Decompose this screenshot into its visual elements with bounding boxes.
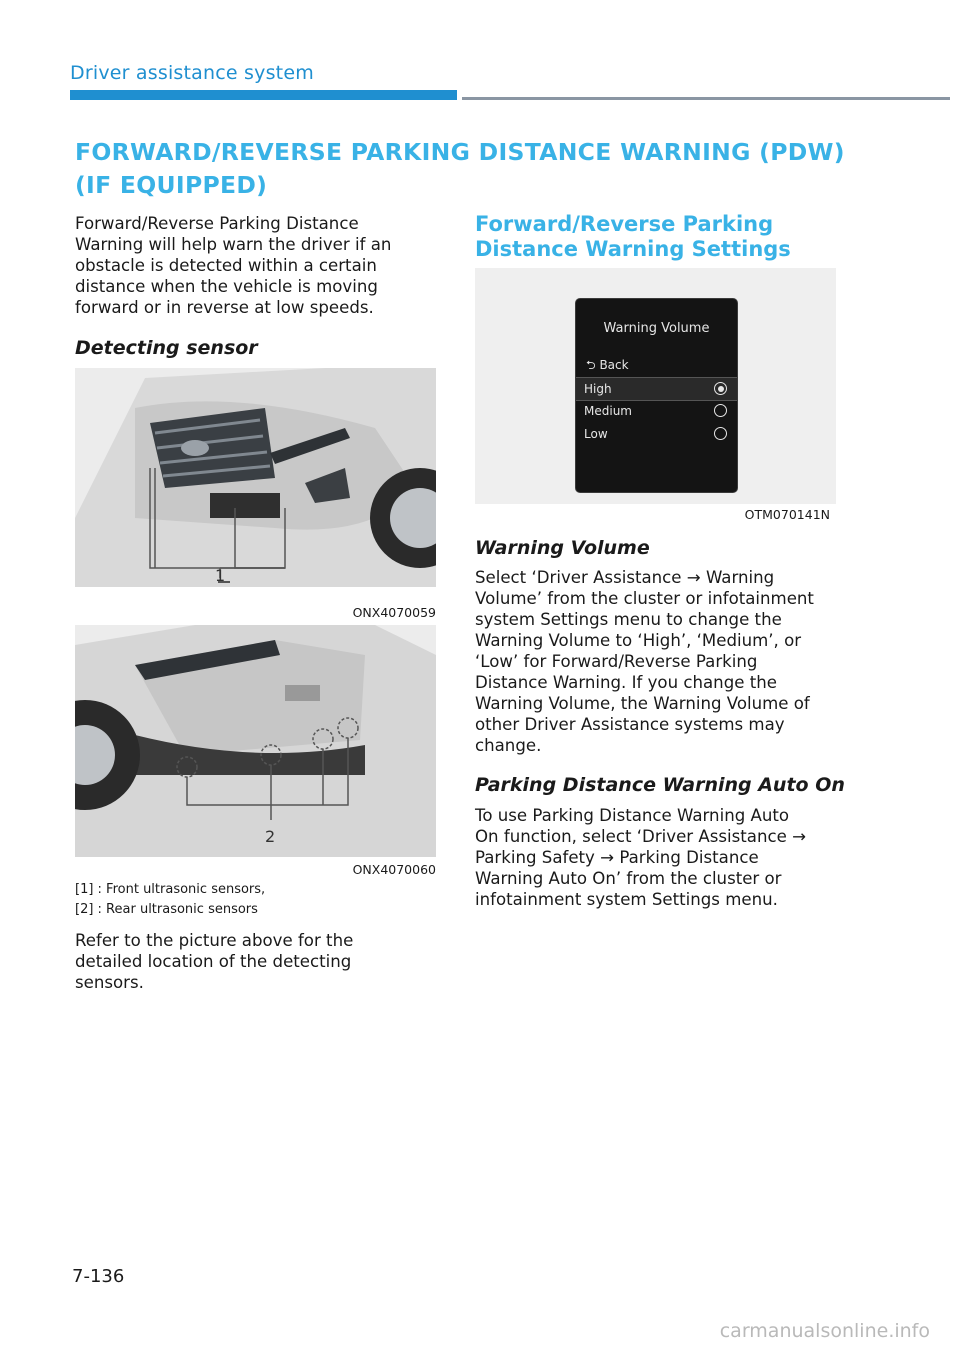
section-title: Driver assistance system [70,62,314,84]
option-medium[interactable] [576,400,737,422]
auto-on-heading: Parking Distance Warning Auto On [475,774,845,796]
auto-on-paragraph: To use Parking Distance Warning Auto On function, select ‘Driver Assistance → Parking Safety → Parking Distance Warning Auto On’ from the cluster or infotainment system Settings menu. [475,806,806,909]
option-high[interactable] [576,377,737,401]
option-label: Medium [584,404,632,418]
back-button[interactable] [586,356,629,377]
front-sensor-figure [75,368,436,587]
screen-figure-code: OTM070141N [744,507,830,522]
radio-selected-icon [714,382,727,395]
refer-paragraph: Refer to the picture above for the detailed location of the detecting sensors. [75,931,354,992]
cluster-screen [575,298,738,493]
header-rule [462,97,950,100]
callout-1: 1 [215,566,226,585]
option-low[interactable] [576,423,737,445]
warning-volume-paragraph: Select ‘Driver Assistance → Warning Volume’ from the cluster or infotainment system Settings menu to change the Warning Volume to ‘High’, ‘Medium’, or ‘Low’ for Forward/Reverse Parking Distance Warning. If you change the Warning Volume, the Warning Volume of other Driver Assistance systems may change. [475,568,814,755]
front-car-illustration [75,368,436,587]
page-number: 7-136 [72,1266,125,1287]
caption-front: [1] : Front ultrasonic sensors, [75,882,266,897]
warning-volume-heading: Warning Volume [475,537,650,559]
settings-heading: Forward/Reverse Parking Distance Warning Settings [475,212,791,261]
watermark: carmanualsonline.info [719,1320,930,1342]
rear-car-illustration [75,625,436,857]
option-label: Low [584,427,608,441]
rear-figure-code: ONX4070060 [352,862,436,877]
back-arrow-icon: ⮌ [586,358,596,372]
screen-title: Warning Volume [603,321,710,336]
option-label: High [584,382,612,396]
header-accent-bar [70,90,457,100]
detecting-sensor-heading: Detecting sensor [75,337,258,359]
front-figure-code: ONX4070059 [352,605,436,620]
back-label: Back [599,358,629,372]
rear-sensor-figure [75,625,436,857]
caption-rear: [2] : Rear ultrasonic sensors [75,902,258,917]
intro-paragraph: Forward/Reverse Parking Distance Warning will help warn the driver if an obstacle is detected within a certain distance when the vehicle is moving forward or in reverse at low speeds. [75,214,392,317]
radio-unselected-icon [714,404,727,417]
page-title: FORWARD/REVERSE PARKING DISTANCE WARNING (PDW) (IF EQUIPPED) [75,138,845,199]
radio-unselected-icon [714,427,727,440]
callout-2: 2 [265,827,276,846]
